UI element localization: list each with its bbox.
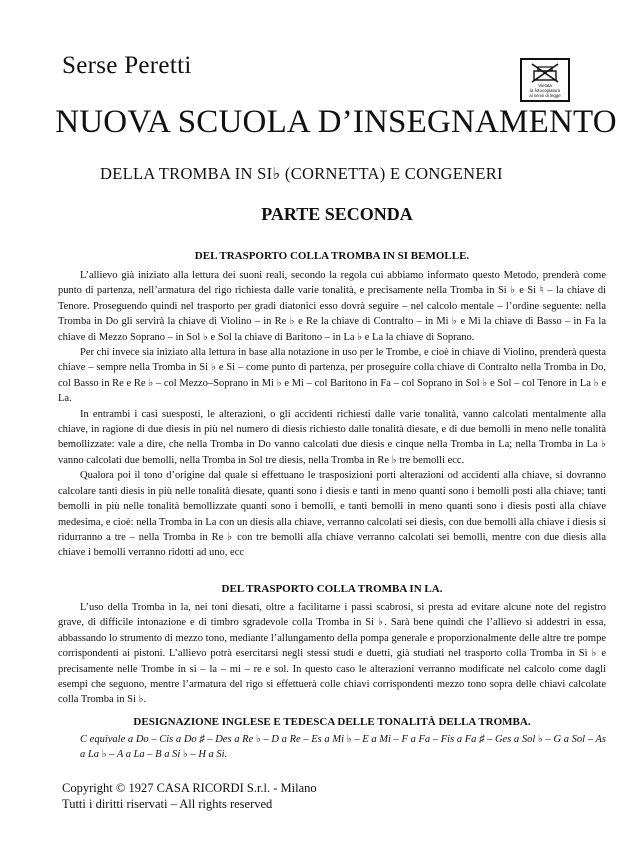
section-heading-si-bemolle: DEL TRASPORTO COLLA TROMBA IN SI BEMOLLE. [194, 250, 470, 262]
stamp-line-2: la fotocopiatura [529, 87, 561, 93]
paragraph: Per chi invece sia iniziato alla lettura in base alla notazione in uso per le Trombe, e cioè in chiave di Violino, prenderà questa chiave – sempre nella Tromba in Si ♭ e Si – come punto di partenza, per proseguire colla chiave di Contralto nella Tromba in Do, col Basso in Re e Re ♭ – col Mezzo–Soprano in Mi ♭ e Mi – col Baritono in Fa – col Soprano in Sol ♭ e Sol – col Tenore in La ♭ e La. [58, 347, 606, 405]
section-body-la [58, 600, 606, 708]
author-name: Serse Peretti [62, 52, 192, 79]
stamp-line-1: Vietata [538, 83, 552, 88]
section-heading-designazione: DESIGNAZIONE INGLESE E TEDESCA DELLE TONALITÀ DELLA TROMBA. [133, 716, 531, 728]
paragraph: L’allievo già iniziato alla lettura dei suoni reali, secondo la regola cui abbiamo informato questo Metodo, prenderà come punto di partenza, nell’armatura del rigo richiesta dalle varie tonalità, e precisamente nella Tromba in Si ♭ e Si ♮ – la chiave di Tenore. Proseguendo quindi nel trasporto per gradi diatonici esso dovrà seguire – nel calcolo mentale – l’ordine seguente: nella Tromba in Do gli servirà la chiave di Violino – in Re ♭ e Re la chiave di Contralto – in Mi ♭ e Mi la chiave di Basso – in Fa la chiave di Mezzo Soprano – in Sol ♭ e Sol la chiave di Baritono – in La ♭ e La la chiave di Soprano. [58, 270, 606, 343]
section-heading-la: DEL TRASPORTO COLLA TROMBA IN LA. [221, 583, 443, 595]
paragraph: C equivale a Do – Cis a Do ♯ – Des a Re ♭ – D a Re – Es a Mi ♭ – E a Mi – F a Fa – Fis a Fa ♯ – Ges a Sol ♭ – G a Sol – As a La ♭ – A a La – B a Si ♭ – H a Si. [80, 734, 606, 761]
paragraph: L’uso della Tromba in la, nei toni diesati, oltre a facilitarne i passi scabrosi, si presta ad evitare alcune note del registro grave, di difficile intonazione e di timbro sgradevole colla Tromba in Si ♭. Sarà bene quindi che l’allievo si addestri in essa, abbassando lo strumento di mezzo tono, mediante l’allungamento della pompa generale e proporzionalmente delle altre tre pompe corrispondenti ai pistoni. L’allievo potrà esercitarsi negli stessi studi e duetti, già studiati nel trasporto colla Tromba in Si ♭ e precisamente nelle Trombe in si – la – mi – re e sol. In questo caso le alterazioni verranno modificate nel calcolo come dagli esempi che seguono, mentre l’armatura del rigo si effettuerà colle chiavi corrispondenti mezzo tono sopra delle chiavi calcolate colla Tromba in Si ♭. [58, 602, 606, 706]
no-photocopy-stamp [520, 58, 570, 102]
book-subtitle: DELLA TROMBA IN SI♭ (CORNETTA) E CONGENERI [100, 164, 503, 183]
crossed-copier-icon [530, 62, 560, 84]
section-body-si-bemolle [58, 268, 606, 561]
paragraph: In entrambi i casi suesposti, le alterazioni, o gli accidenti richiesti dalle varie tonalità, vanno calcolati mentalmente alla chiave, in ragione di due diesis in più nel numero di diesis richiesto dalle tonalità diesate, e di due bemolli in meno nelle tonalità bemollizzate: vale a dire, che nella Tromba in Do vanno calcolati due diesis e cinque nella Tromba in La; nella Tromba in La ♭ vanno calcolati due bemolli, nella Tromba in Sol tre diesis, nella Tromba in Re ♭ tre bemolli ecc. [58, 408, 606, 466]
section-body-designazione [58, 732, 606, 763]
paragraph: Qualora poi il tono d’origine dal quale si effettuano le trasposizioni porti alterazioni od accidenti alla chiave, si dovranno calcolare tanti diesis in più nelle tonalità diesate, quanti sono i diesis e tanti in meno quanti sono i bemolli posti alla chiave; tanti bemolli in più nelle tonalità bemollizzate quanti sono i bemolli, e tanti bemolli in meno quanti sono i diesis posti alla chiave medesima, e cioè: nella Tromba in La con un diesis alla chiave, verranno calcolati sei diesis, con due bemolli alla chiave i diesis si ridurranno a tre – nella Tromba in Re ♭ con tre bemolli alla chiave verranno calcolati sei bemolli, mentre con due diesis alla chiave i bemolli verranno ridotti ad uno, ecc [58, 470, 606, 559]
rights-line: Tutti i diritti riservati – All rights reserved [62, 797, 273, 811]
copyright-footer [62, 780, 317, 812]
book-title: NUOVA SCUOLA D’INSEGNAMENTO [55, 104, 617, 140]
stamp-line-3: ai sensi di legge [529, 92, 561, 98]
copyright-line: Copyright © 1927 CASA RICORDI S.r.l. - Milano [62, 781, 317, 795]
part-title: PARTE SECONDA [261, 204, 413, 224]
